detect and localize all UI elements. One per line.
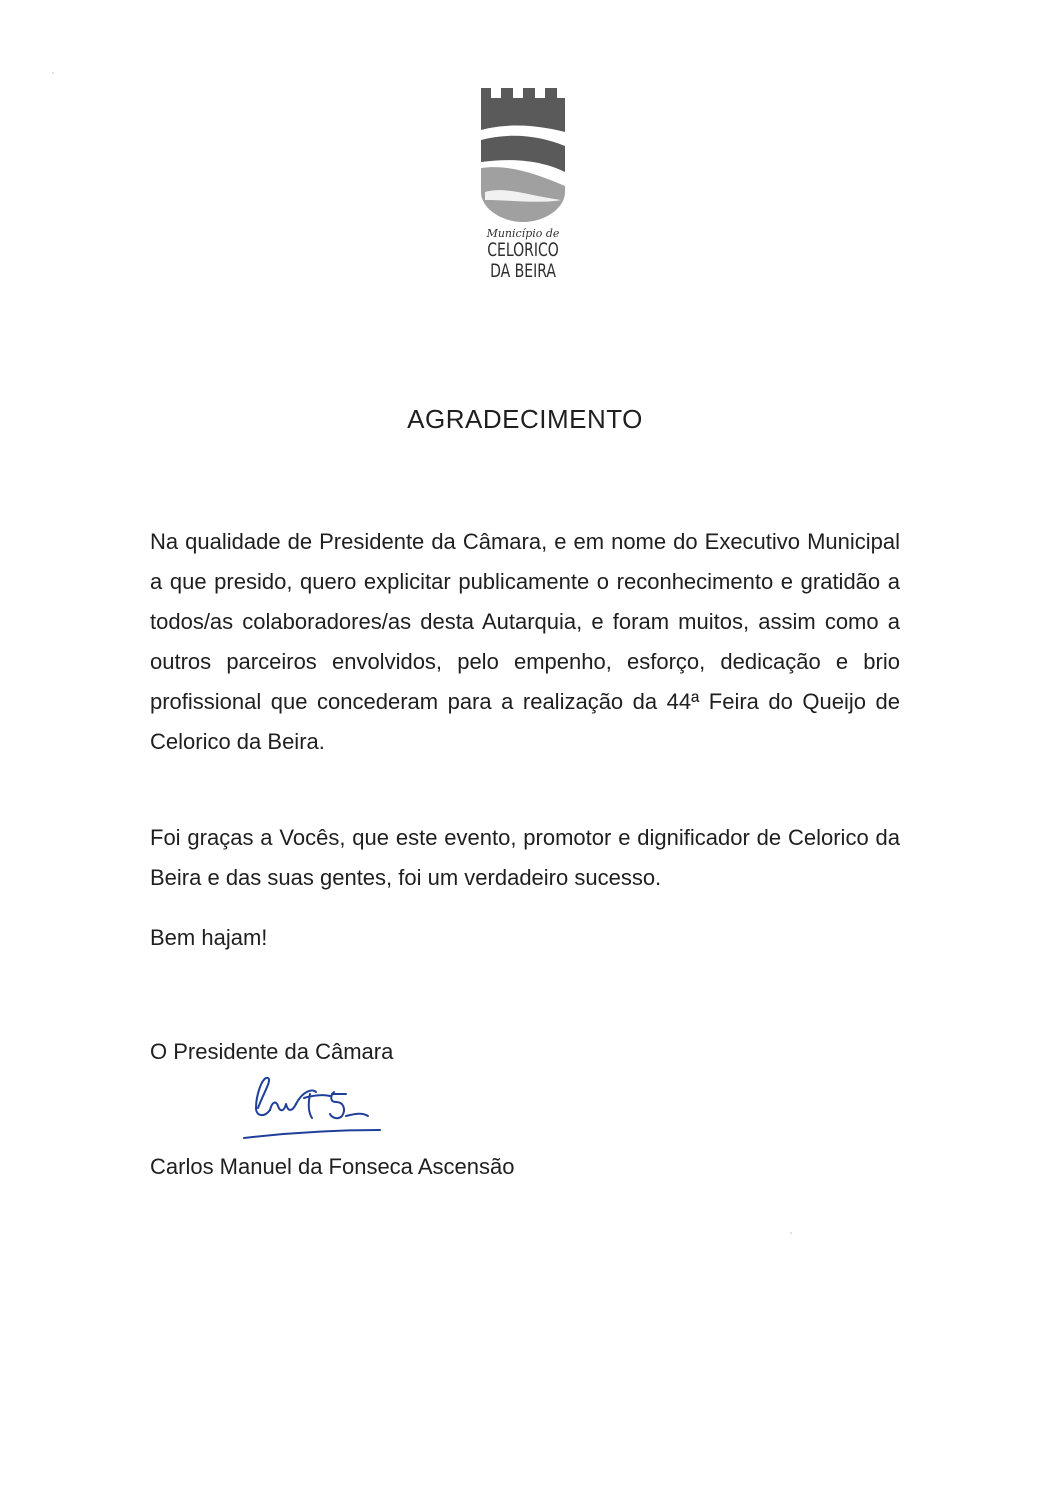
scan-speck (52, 72, 54, 74)
document-title: AGRADECIMENTO (407, 404, 643, 434)
logo-name-line1: CELORICO (487, 239, 559, 261)
closing-title: O Presidente da Câmara (150, 1039, 394, 1064)
paragraph-2: Foi graças a Vocês, que este evento, promotor e dignificador de Celorico da Beira e das suas gentes, foi um verdadeiro sucesso. (150, 825, 900, 890)
paragraph-1: Na qualidade de Presidente da Câmara, e em nome do Executivo Municipal a que presido, quero explicitar publicamente o reconhecimento e gratidão a todos/as colaboradores/as desta Autarquia, e foram muitos, assim como a outros parceiros envolvidos, pelo empenho, esforço, dedicação e brio profissional que concederam para a realização da 44ª Feira do Queijo de Celorico da Beira. (150, 529, 900, 754)
signer-name: Carlos Manuel da Fonseca Ascensão (150, 1154, 515, 1179)
castle-crest-icon (481, 88, 565, 224)
logo-name-line2: DA BEIRA (490, 260, 556, 282)
logo-script-text: Município de (486, 227, 560, 240)
signature-icon (238, 1072, 398, 1144)
paragraph-3: Bem hajam! (150, 925, 268, 950)
municipal-logo (478, 88, 568, 282)
scan-speck (790, 1232, 792, 1234)
